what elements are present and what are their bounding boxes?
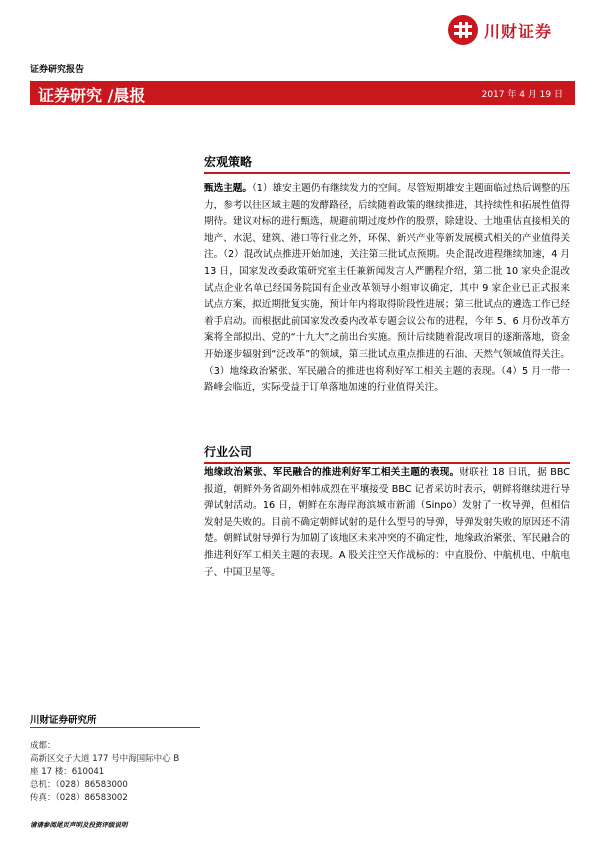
address-line: 总机：（028）86583000 xyxy=(30,780,128,790)
disclaimer-note: 请请参阅尾页声明及投资评级说明 xyxy=(30,821,128,829)
institute-divider xyxy=(30,727,200,728)
logo-mark-icon xyxy=(448,15,478,45)
section-title-industry: 行业公司 xyxy=(204,445,253,459)
section-paragraph-industry xyxy=(204,465,570,581)
report-type-label: 证券研究报告 xyxy=(30,65,85,75)
institute-name: 川财证券研究所 xyxy=(30,715,97,726)
address-line: 座 17 楼：610041 xyxy=(30,767,105,777)
paragraph-body: 财联社 18 日讯，据 BBC 报道，朝鲜外务省副外相韩成烈在平壤接受 BBC 记者采访时表示，朝鲜将继续进行导弹试射活动。16 日，朝鲜在东海岸海滨城市新浦（Sinpo）发射了一枚导弹，但相信发射是失败的。目前不确定朝鲜试射的是什么型号的导弹，导弹发射失败的原因还不清楚。朝鲜试射导弹行为加剧了该地区未来冲突的不确定性，地缘政治紧张、军民融合的推进利好军工相关主题的表现。A 股关注空天作战标的：中直股份、中航机电、中航电子、中国卫星等。 xyxy=(204,467,570,578)
company-logo xyxy=(448,15,568,45)
address-line: 成都： xyxy=(30,741,56,751)
address-line: 高新区交子大道 177 号中海国际中心 B xyxy=(30,754,180,764)
paragraph-lead: 甄选主题。 xyxy=(204,183,252,194)
banner-title: 证券研究 /晨报 xyxy=(38,86,146,105)
paragraph-body: （1）雄安主题仍有继续发力的空间。尽管短期雄安主题面临过热后调整的压力，参考以往区域主题的发酵路径，后续随着政策的继续推进，其持续性和拓展性值得期待。建议对标的进行甄选，规避前期过度炒作的股票，除建设、土地重估直接相关的地产、水泥、建筑、港口等行业之外，环保、新兴产业等新发展模式相关的产业值得关注。（2）混改试点推进开始加速，关注第三批试点预期。央企混改进程继续加速，4 月 13 日，国家发改委政策研究室主任兼新闻发言人严鹏程介绍，第二批 10 家央企混改试点企业名单已经国务院国有企业改革领导小组审议确定，其中 9 家企业已正式报来试点方案，拟近期批复实施，预计年内将取得阶段性进展；第三批试点的遴选工作已经着手启动。而根据此前国家发改委内改革专题会议公布的进程，今年 5、6 月份改革方案将全部拟出、党的“十九大”之前出台实施。预计后续随着混改项目的逐渐落地，资金开始逐步辐射到“泛改革”的领域，第三批试点重点推进的石油、天然气领域值得关注。（3）地缘政治紧张、军民融合的推进也将利好军工相关主题的表现。（4）5 月一带一路峰会临近，实际受益于订单落地加速的行业值得关注。 xyxy=(204,183,571,394)
section-paragraph-macro xyxy=(204,181,570,397)
paragraph-lead: 地缘政治紧张、军民融合的推进利好军工相关主题的表现。 xyxy=(204,467,460,478)
report-date: 2017 年 4 月 19 日 xyxy=(481,90,563,100)
section-divider xyxy=(204,172,570,174)
logo-text: 川财证券 xyxy=(484,21,553,41)
section-title-macro: 宏观策略 xyxy=(204,155,253,169)
address-line: 传真：（028）86583002 xyxy=(30,793,128,803)
section-divider xyxy=(204,462,570,464)
title-banner xyxy=(30,81,575,105)
